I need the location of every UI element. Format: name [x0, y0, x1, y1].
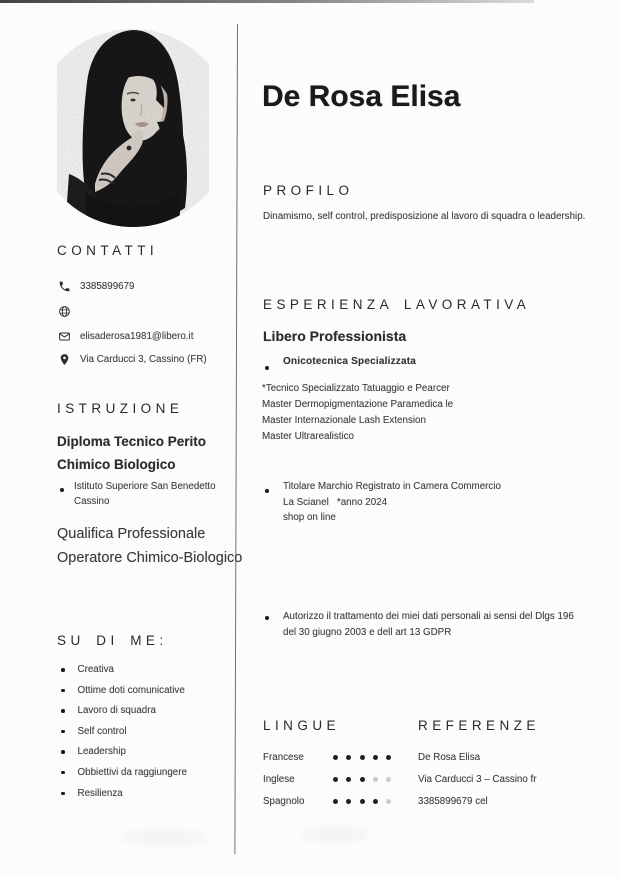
language-name: Inglese [263, 774, 295, 785]
column-divider [234, 24, 238, 854]
language-level-dot [360, 799, 365, 804]
bullet-dot [61, 668, 65, 672]
qualification-line: Master Dermopigmentazione Paramedica le [262, 399, 454, 411]
bullet-dot [61, 689, 65, 693]
about-list-item [61, 767, 231, 778]
location-pin-icon [57, 352, 71, 366]
about-list-item [61, 705, 231, 716]
language-name: Francese [263, 752, 304, 763]
scan-edge-artifact [0, 0, 534, 3]
language-level-dot [360, 777, 365, 782]
trademark-block [283, 479, 501, 526]
language-level-dot [346, 755, 351, 760]
trademark-line: shop on line [283, 512, 336, 524]
contact-website-row [57, 302, 71, 320]
portrait-illustration [57, 24, 209, 230]
about-item-label: Creativa [77, 664, 114, 675]
bullet-dot [60, 488, 64, 492]
privacy-statement: Autorizzo il trattamento dei miei dati personali ai sensi del Dlgs 196 del 30 giugno 2003 e dell art 13 GDPR [283, 611, 574, 638]
about-list-item [61, 788, 231, 799]
language-level-dot [360, 755, 365, 760]
contact-heading: CONTATTI [57, 243, 159, 258]
about-item-label: Obbiettivi da raggiungere [77, 766, 187, 778]
job-title: Libero Professionista [263, 328, 407, 344]
about-heading: SU DI ME: [57, 633, 168, 648]
about-list-item [61, 746, 231, 757]
language-level-dot [373, 755, 378, 760]
about-list-item [61, 726, 231, 737]
language-level-dot [386, 777, 391, 782]
language-level-dot [346, 777, 351, 782]
about-list [61, 664, 231, 808]
contact-address-row [57, 350, 207, 368]
experience-heading: ESPERIENZA LAVORATIVA [263, 297, 531, 312]
language-level-spagnolo [333, 799, 391, 804]
references-heading: REFERENZE [418, 718, 540, 733]
bullet-dot [265, 489, 269, 493]
education-degree-title: Diploma Tecnico Perito Chimico Biologico [57, 434, 207, 472]
bullet-dot [61, 709, 65, 713]
page-title: De Rosa Elisa [262, 80, 461, 113]
bullet-dot [265, 616, 269, 620]
language-level-dot [346, 799, 351, 804]
postal-address: Via Carducci 3, Cassino (FR) [80, 353, 207, 365]
profile-text: Dinamismo, self control, predisposizione al lavoro di squadra o leadership. [263, 211, 586, 222]
qualification-line: Master Internazionale Lash Extension [262, 415, 426, 427]
education-school: Istituto Superiore San Benedetto Cassino [74, 481, 216, 507]
language-name: Spagnolo [263, 796, 305, 807]
phone-number: 3385899679 [80, 280, 135, 292]
language-level-dot [333, 777, 338, 782]
trademark-line: Titolare Marchio Registrato in Camera Commercio [283, 481, 501, 492]
email-address: elisaderosa1981@libero.it [80, 330, 194, 342]
about-item-label: Ottime doti comunicative [77, 684, 185, 696]
bullet-dot [61, 771, 65, 775]
education-qualification-title: Qualifica Professionale Operatore Chimico-Biologico [57, 526, 243, 566]
reference-line: Via Carducci 3 – Cassino fr [418, 774, 537, 785]
bullet-dot [61, 730, 65, 734]
reference-line: 3385899679 cel [418, 796, 488, 807]
about-item-label: Lavoro di squadra [77, 705, 156, 717]
email-icon [57, 329, 71, 343]
qualifications-block [262, 381, 453, 445]
languages-heading: LINGUE [263, 718, 340, 733]
profile-photo [57, 24, 209, 230]
bullet-dot [61, 750, 65, 754]
language-level-dot [386, 799, 391, 804]
language-level-dot [333, 799, 338, 804]
specialty-text: Onicotecnica Specializzata [283, 356, 417, 367]
trademark-line: La Scianel *anno 2024 [283, 496, 388, 508]
contact-phone-row [57, 277, 135, 295]
language-level-dot [386, 755, 391, 760]
bullet-dot [265, 366, 269, 370]
scan-smudge [120, 830, 210, 846]
qualification-line: *Tecnico Specializzato Tatuaggio e Pearcer [262, 383, 450, 394]
language-level-inglese [333, 777, 391, 782]
about-list-item [61, 664, 231, 675]
phone-icon [57, 279, 71, 293]
about-list-item [61, 685, 231, 696]
language-level-dot [373, 777, 378, 782]
language-level-francese [333, 755, 391, 760]
reference-line: De Rosa Elisa [418, 752, 481, 763]
contact-email-row [57, 327, 193, 345]
scan-smudge [300, 826, 370, 842]
education-school-item [60, 479, 240, 509]
language-level-dot [333, 755, 338, 760]
bullet-dot [61, 792, 65, 796]
about-item-label: Self control [77, 725, 127, 737]
language-level-dot [373, 799, 378, 804]
qualification-line: Master Ultrarealistico [262, 431, 355, 443]
globe-icon [57, 304, 71, 318]
profile-heading: PROFILO [263, 183, 354, 198]
education-heading: ISTRUZIONE [57, 401, 184, 416]
about-item-label: Leadership [77, 746, 126, 758]
about-item-label: Resilienza [77, 787, 123, 799]
